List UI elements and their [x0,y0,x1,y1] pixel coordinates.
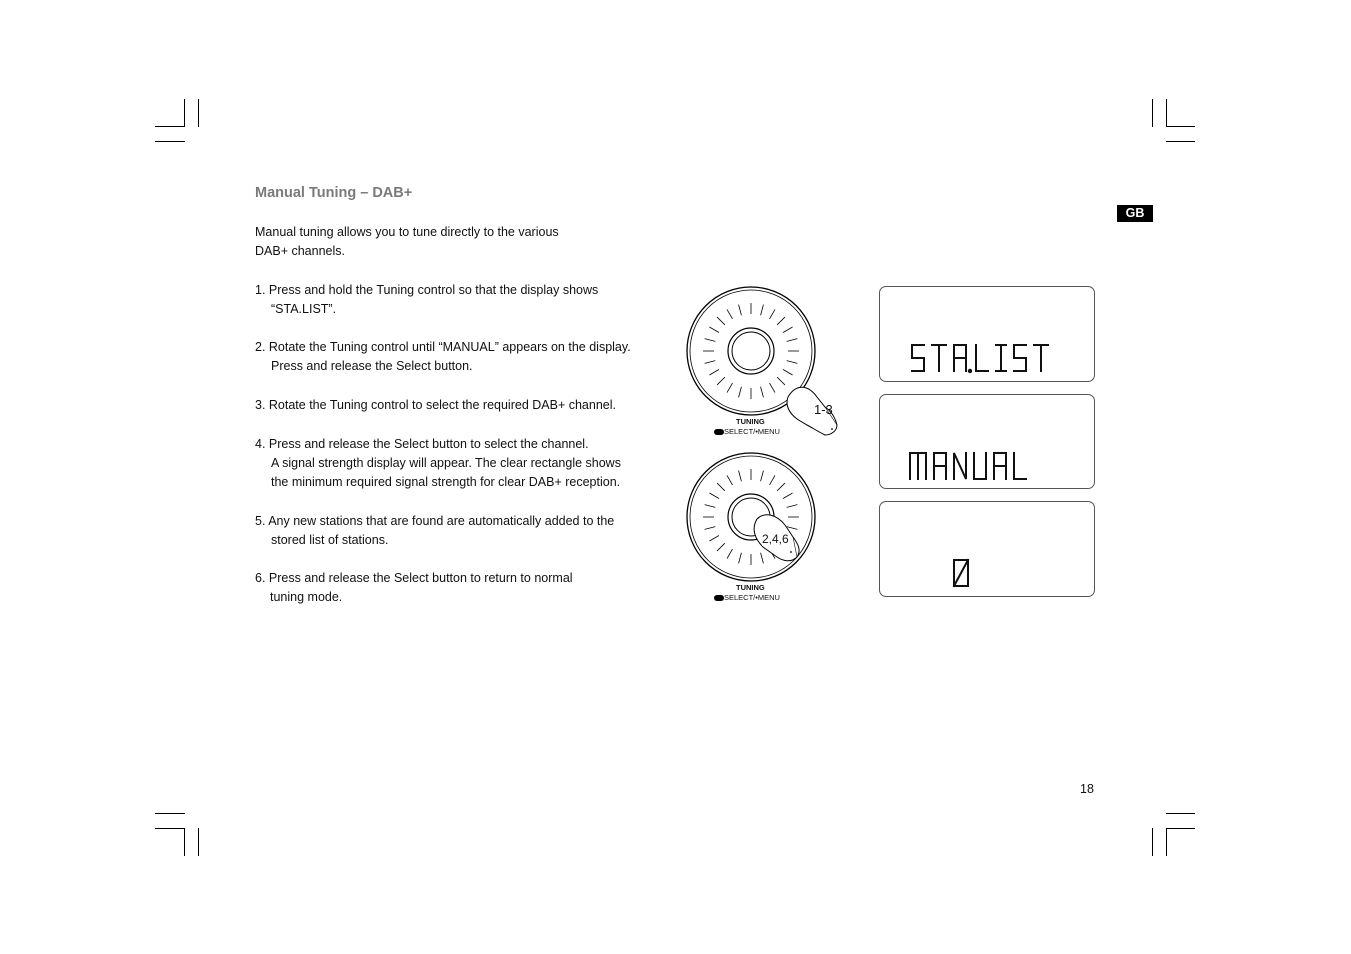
dial-tick [717,543,725,551]
dial-tick [777,483,785,491]
dial-sublabel: SELECT/•MENU [714,427,780,436]
lcd-segment-text [880,502,1094,596]
dial-tick [787,339,798,342]
enter-icon [714,429,724,435]
dial-tick [717,483,725,491]
step-3 [255,396,665,415]
step-2-line: Press and release the Select button. [271,359,473,373]
step-5 [255,512,665,550]
lcd-display-manual [879,394,1095,489]
dial-tick [705,339,716,342]
lcd-segment-text [880,395,1094,488]
dial-tick [770,383,776,393]
step-4-line: A signal strength display will appear. The clear rectangle shows [271,456,621,470]
page-number: 18 [1080,782,1094,796]
tuning-dial-bottom [685,451,860,611]
dial-callout: 1-3 [814,402,833,417]
dial-tick [761,471,764,482]
dial-tick [783,370,793,376]
step-4-line: 4. Press and release the Select button to select the channel. [255,437,589,451]
dial-tick [739,305,742,316]
dial-tick [761,387,764,398]
step-5-line: 5. Any new stations that are found are automatically added to the [255,514,615,528]
dial-tick [705,527,716,530]
dial-tick [770,475,776,485]
dial-tick [739,471,742,482]
dial-callout: 2,4,6 [762,532,789,546]
dial-tick [761,553,764,564]
dial-tick [727,383,733,393]
dial-tick [727,475,733,485]
step-4-line: the minimum required signal strength for clear DAB+ reception. [271,475,621,489]
step-2-line: 2. Rotate the Tuning control until “MANUAL” appears on the display. [255,340,631,354]
lcd-segment-text [880,287,1094,381]
dial-tick [705,361,716,364]
dial-sublabel: SELECT/•MENU [714,593,780,602]
dial-tick [739,387,742,398]
dial-tick [787,527,798,530]
step-1-line: “STA.LIST”. [271,302,337,316]
step-6-line: tuning mode. [270,590,343,604]
lcd-display-stalist [879,286,1095,382]
dial-tick [761,305,764,316]
dial-tick [777,377,785,385]
dial-tick [727,549,733,559]
intro-line: DAB+ channels. [255,244,345,258]
dial-tick [709,370,719,376]
language-tab: GB [1117,205,1153,222]
step-4 [255,435,665,492]
step-1-line: 1. Press and hold the Tuning control so that the display shows [255,283,599,297]
page-title: Manual Tuning – DAB+ [255,185,413,201]
step-5-line: stored list of stations. [271,533,389,547]
tuning-dial-top [685,285,860,445]
step-3-line: 3. Rotate the Tuning control to select the required DAB+ channel. [255,398,616,412]
dial-tick [709,327,719,333]
dial-tick [770,309,776,319]
intro-paragraph [255,223,559,261]
step-1 [255,281,665,319]
dial-tick [709,536,719,542]
dial-label: TUNING [736,583,765,592]
dial-label: TUNING [736,417,765,426]
step-2 [255,338,665,376]
intro-line: Manual tuning allows you to tune directly to the various [255,225,559,239]
dial-tick [783,327,793,333]
step-6-line: 6. Press and release the Select button to return to normal [255,571,573,585]
enter-icon [714,595,724,601]
dial-tick [787,505,798,508]
dial-tick [709,493,719,499]
dial-tick [777,317,785,325]
dial-tick [717,377,725,385]
dial-tick [717,317,725,325]
dial-tick [783,493,793,499]
dial-tick [727,309,733,319]
dial-tick [705,505,716,508]
dial-tick [787,361,798,364]
dial-tick [739,553,742,564]
lcd-display-channel [879,501,1095,597]
step-6 [255,569,665,607]
